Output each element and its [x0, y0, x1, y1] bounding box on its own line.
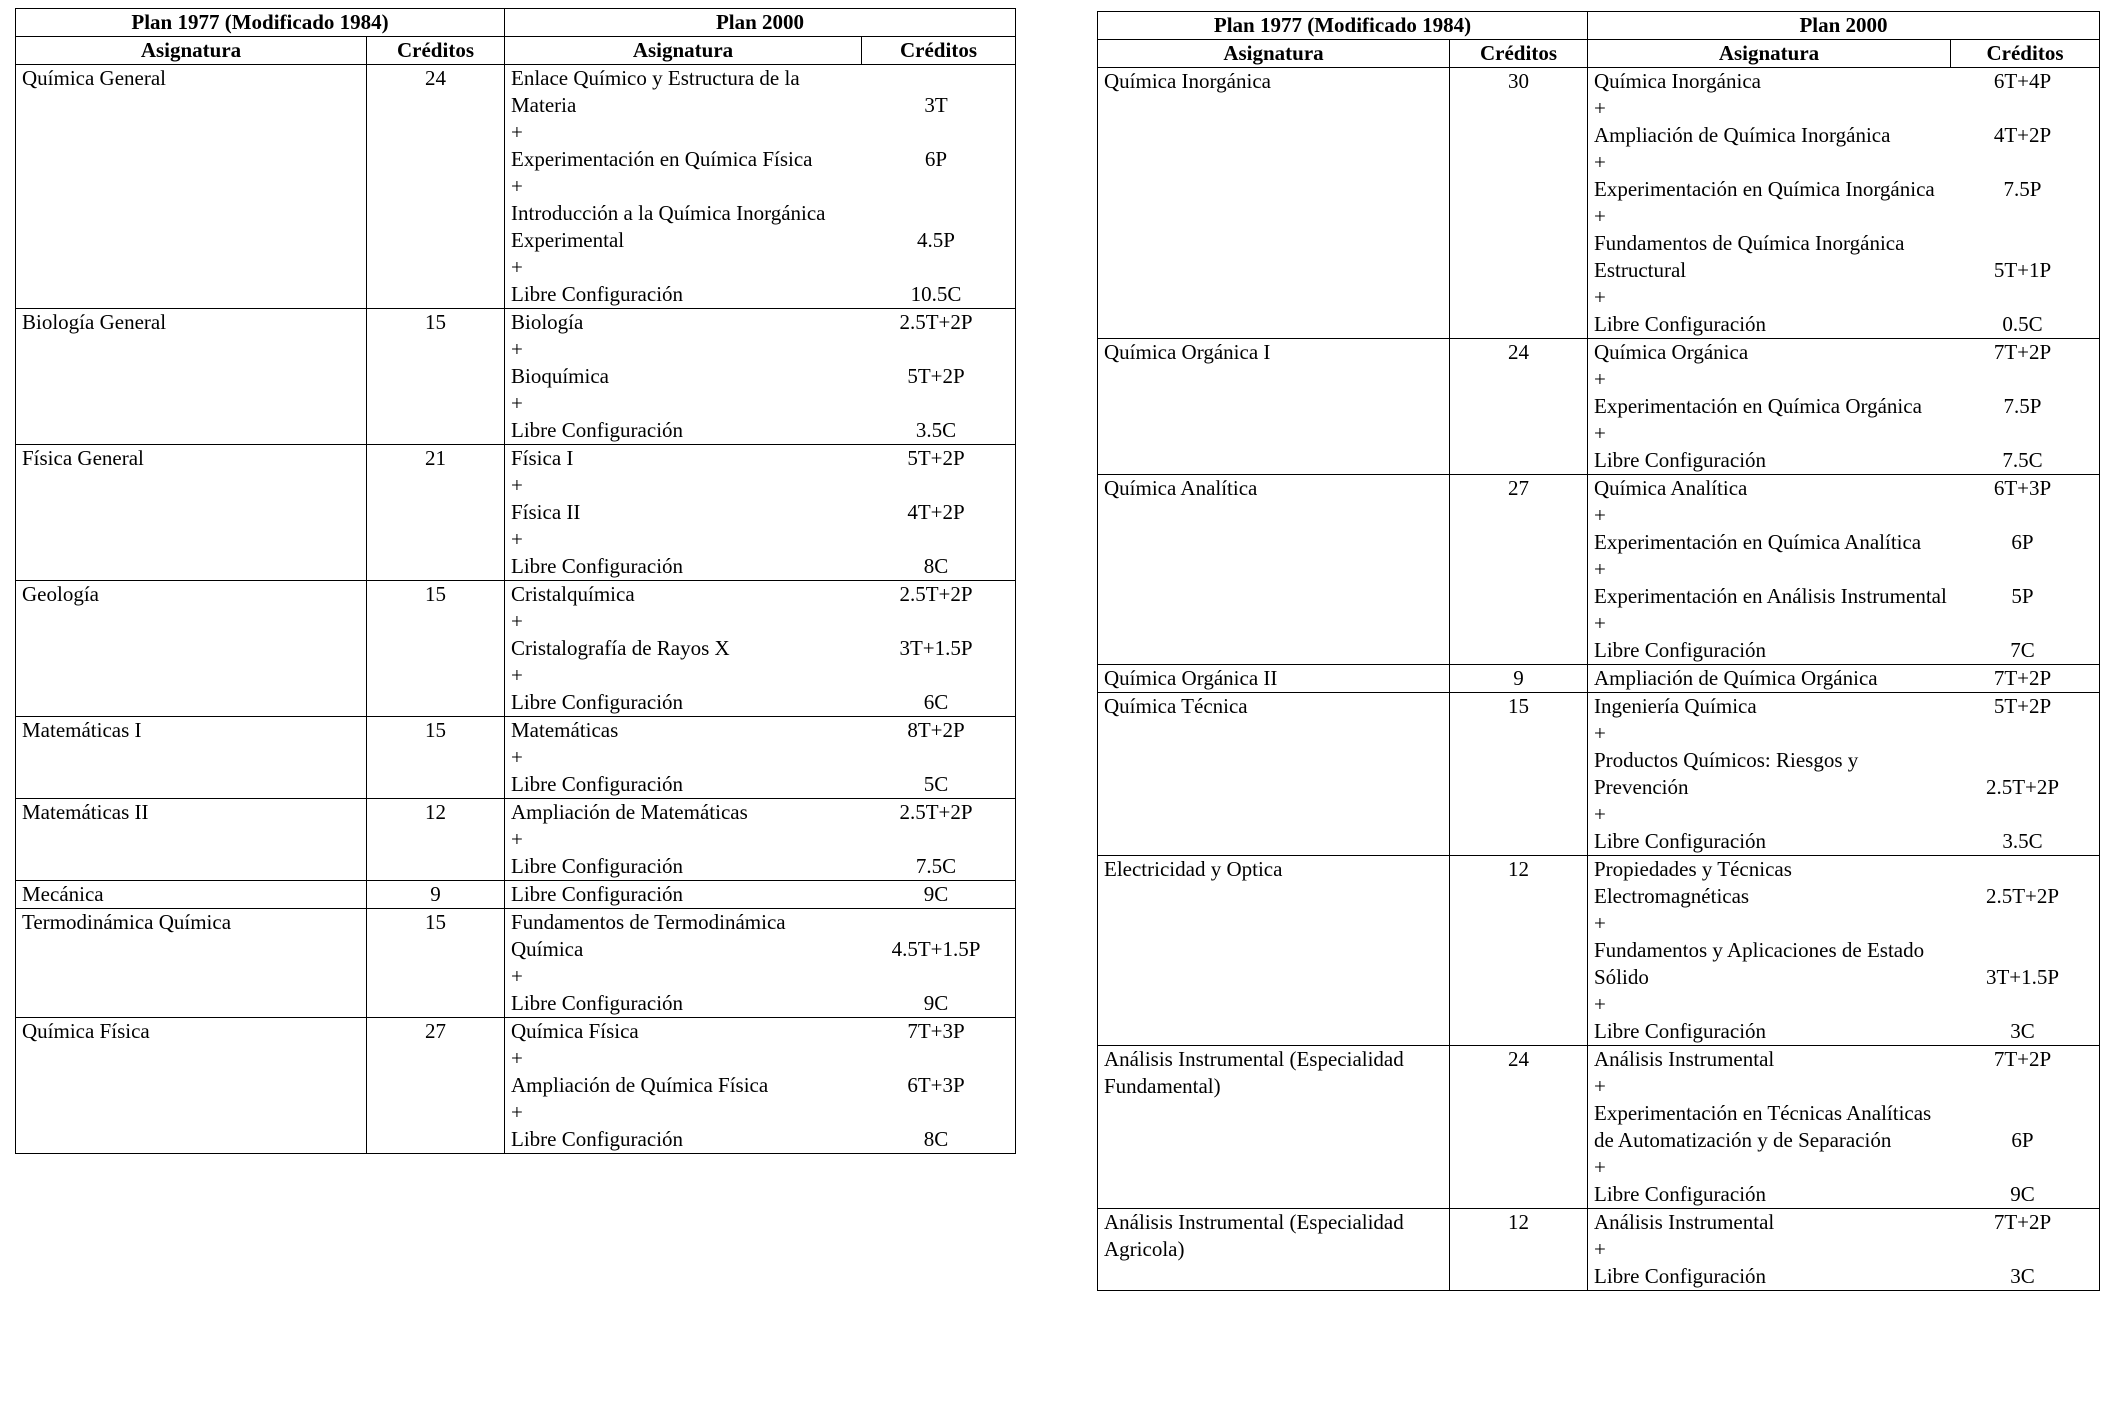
new-credits-header: Créditos	[1951, 40, 2100, 68]
new-plan-subject-line	[505, 689, 1015, 716]
old-subject-cell: Química Orgánica II	[1098, 665, 1450, 693]
equivalence-row	[1098, 665, 2100, 693]
new-credits-text: 8C	[923, 554, 949, 578]
new-credits-text: 3T+1.5P	[899, 636, 973, 660]
new-plan-subject-line	[505, 1072, 1015, 1099]
new-credits-text: 7.5P	[2003, 394, 2042, 418]
old-subject-cell: Química Orgánica I	[1098, 339, 1450, 475]
old-credits-cell: 27	[367, 1018, 505, 1154]
new-credits-text: 5T+2P	[907, 364, 965, 388]
old-plan-header: Plan 1977 (Modificado 1984)	[16, 9, 505, 37]
new-plan-subject-line	[1588, 1018, 2099, 1045]
new-credits-text: 3.5C	[915, 418, 957, 442]
new-credits-text: 5T+2P	[907, 446, 965, 470]
old-credits-cell: 15	[1450, 693, 1588, 856]
new-plan-cell	[505, 309, 1016, 445]
plus-sign: +	[511, 473, 523, 497]
old-credits-cell: 12	[1450, 1209, 1588, 1291]
plus-sign: +	[511, 337, 523, 361]
old-credits-header: Créditos	[367, 37, 505, 65]
old-credits-cell: 9	[367, 881, 505, 909]
new-subject-text: Biología	[511, 310, 584, 334]
new-plan-cell	[505, 1018, 1016, 1154]
new-credits-text: 7.5C	[2002, 448, 2043, 472]
new-subject-text: Libre Configuración	[511, 554, 684, 578]
new-plan-subject-line	[1588, 230, 2099, 284]
plus-sign: +	[1594, 557, 1606, 581]
plus-sign: +	[1594, 992, 1606, 1016]
plus-sign: +	[511, 255, 523, 279]
new-subject-text: Física II	[511, 500, 581, 524]
plus-sign: +	[1594, 911, 1606, 935]
old-subject-cell: Química Analítica	[1098, 475, 1450, 665]
new-credits-text: 4.5T+1.5P	[891, 937, 981, 961]
new-credits-text: 3T+1.5P	[1985, 965, 2060, 989]
old-subject-cell: Física General	[16, 445, 367, 581]
new-subject-text: Productos Químicos: Riesgos y Prevención	[1594, 748, 1859, 799]
new-credits-text: 8C	[923, 1127, 949, 1151]
new-credits-text: 2.5T+2P	[899, 310, 973, 334]
new-plan-cell	[505, 445, 1016, 581]
new-plan-subject-line	[505, 771, 1015, 798]
new-credits-text: 9C	[923, 991, 949, 1015]
new-subject-text: Fundamentos de Química Inorgánica Estructural	[1594, 231, 1905, 282]
plus-sign: +	[511, 120, 523, 144]
plus-sign: +	[511, 527, 523, 551]
equivalence-table-right	[1097, 11, 2100, 1291]
new-credits-text: 10.5C	[910, 282, 962, 306]
new-plan-subject-line	[505, 799, 1015, 826]
new-plan-subject-line	[505, 635, 1015, 662]
new-subject-text: Libre Configuración	[1594, 1182, 1767, 1206]
new-plan-cell	[1588, 1046, 2100, 1209]
new-subject-text: Ampliación de Química Inorgánica	[1594, 123, 1891, 147]
new-subject-text: Propiedades y Técnicas Electromagnéticas	[1594, 857, 1792, 908]
old-subject-cell: Química Inorgánica	[1098, 68, 1450, 339]
new-plan-subject-line	[505, 881, 1015, 908]
old-credits-cell: 15	[367, 581, 505, 717]
plan-header-row	[1098, 12, 2100, 40]
new-subject-header: Asignatura	[505, 37, 862, 65]
new-subject-text: Libre Configuración	[511, 854, 684, 878]
new-credits-text: 2.5T+2P	[899, 582, 973, 606]
new-subject-text: Introducción a la Química Inorgánica Experimental	[511, 201, 826, 252]
old-subject-cell: Mecánica	[16, 881, 367, 909]
plus-sign: +	[1594, 611, 1606, 635]
new-plan-subject-line	[1588, 1209, 2099, 1236]
plus-sign: +	[1594, 367, 1606, 391]
new-plan-subject-line	[1588, 1046, 2099, 1073]
new-plan-subject-line	[1588, 747, 2099, 801]
old-credits-cell: 15	[367, 909, 505, 1018]
old-credits-cell: 15	[367, 717, 505, 799]
new-credits-text: 7T+2P	[1993, 1210, 2052, 1234]
equivalence-row	[1098, 1046, 2100, 1209]
new-credits-text: 2.5T+2P	[1985, 775, 2060, 799]
old-subject-cell: Química General	[16, 65, 367, 309]
new-subject-text: Libre Configuración	[511, 1127, 684, 1151]
old-subject-cell: Biología General	[16, 309, 367, 445]
plus-sign: +	[511, 174, 523, 198]
new-plan-subject-line	[505, 309, 1015, 336]
plus-sign: +	[1594, 503, 1606, 527]
new-plan-subject-line	[505, 65, 1015, 119]
new-credits-text: 5P	[2011, 584, 2034, 608]
equivalence-row	[1098, 1209, 2100, 1291]
new-credits-text: 3.5C	[2002, 829, 2043, 853]
equivalence-row	[16, 909, 1016, 1018]
new-subject-text: Fundamentos de Termodinámica Química	[511, 910, 786, 961]
old-subject-header: Asignatura	[1098, 40, 1450, 68]
new-plan-subject-line	[505, 1018, 1015, 1045]
plus-sign: +	[1594, 721, 1606, 745]
new-plan-subject-line	[505, 146, 1015, 173]
new-plan-subject-line	[505, 990, 1015, 1017]
new-subject-text: Cristalografía de Rayos X	[511, 636, 730, 660]
new-plan-subject-line	[505, 200, 1015, 254]
old-subject-cell: Geología	[16, 581, 367, 717]
old-credits-cell: 12	[1450, 856, 1588, 1046]
new-credits-text: 5T+2P	[1993, 694, 2052, 718]
new-plan-subject-line	[1588, 1100, 2099, 1154]
new-credits-text: 6T+4P	[1993, 69, 2052, 93]
new-subject-text: Libre Configuración	[511, 418, 684, 442]
new-plan-subject-line	[505, 363, 1015, 390]
new-plan-subject-line	[1588, 828, 2099, 855]
new-credits-text: 6P	[2011, 1128, 2034, 1152]
new-plan-subject-line	[1588, 339, 2099, 366]
new-subject-text: Ampliación de Matemáticas	[511, 800, 748, 824]
old-subject-cell: Análisis Instrumental (Especialidad Fundamental)	[1098, 1046, 1450, 1209]
new-plan-cell	[1588, 68, 2100, 339]
right-table-body	[1098, 68, 2100, 1291]
plus-sign: +	[1594, 1155, 1606, 1179]
new-subject-text: Libre Configuración	[511, 690, 684, 714]
new-plan-subject-line	[1588, 856, 2099, 910]
new-subject-text: Química Física	[511, 1019, 639, 1043]
new-credits-text: 9C	[923, 882, 949, 906]
new-plan-subject-line	[1588, 529, 2099, 556]
new-credits-text: 7.5P	[2003, 177, 2042, 201]
new-subject-text: Libre Configuración	[1594, 1264, 1767, 1288]
new-credits-text: 2.5T+2P	[899, 800, 973, 824]
new-plan-cell	[1588, 665, 2100, 693]
new-subject-text: Ingeniería Química	[1594, 694, 1757, 718]
new-subject-text: Análisis Instrumental	[1594, 1047, 1775, 1071]
new-credits-text: 7T+2P	[1993, 1047, 2052, 1071]
new-subject-text: Cristalquímica	[511, 582, 635, 606]
new-subject-text: Experimentación en Análisis Instrumental	[1594, 584, 1947, 608]
new-credits-text: 5C	[923, 772, 949, 796]
new-plan-header: Plan 2000	[1588, 12, 2100, 40]
new-plan-subject-line	[1588, 311, 2099, 338]
new-subject-text: Experimentación en Química Física	[511, 147, 813, 171]
equivalence-table-left	[15, 8, 1016, 1154]
new-subject-text: Libre Configuración	[511, 282, 684, 306]
column-header-row	[16, 37, 1016, 65]
new-credits-text: 4.5P	[917, 228, 955, 252]
old-credits-cell: 24	[1450, 339, 1588, 475]
new-subject-text: Experimentación en Química Inorgánica	[1594, 177, 1935, 201]
new-plan-subject-line	[505, 417, 1015, 444]
new-subject-text: Ampliación de Química Orgánica	[1594, 666, 1878, 690]
new-subject-header: Asignatura	[1588, 40, 1951, 68]
new-plan-cell	[505, 881, 1016, 909]
new-plan-subject-line	[1588, 393, 2099, 420]
new-subject-text: Análisis Instrumental	[1594, 1210, 1775, 1234]
plus-sign: +	[1594, 96, 1606, 120]
equivalence-row	[1098, 693, 2100, 856]
old-subject-cell: Termodinámica Química	[16, 909, 367, 1018]
new-subject-text: Libre Configuración	[511, 882, 684, 906]
plus-sign: +	[1594, 1237, 1606, 1261]
new-credits-text: 6C	[923, 690, 949, 714]
new-subject-text: Libre Configuración	[511, 772, 684, 796]
equivalence-row	[1098, 856, 2100, 1046]
new-plan-subject-line	[505, 1126, 1015, 1153]
new-plan-subject-line	[1588, 176, 2099, 203]
new-plan-subject-line	[505, 553, 1015, 580]
new-plan-subject-line	[505, 445, 1015, 472]
old-credits-cell: 30	[1450, 68, 1588, 339]
plus-sign: +	[511, 1100, 523, 1124]
new-credits-text: 9C	[2010, 1182, 2035, 1206]
new-subject-text: Libre Configuración	[511, 991, 684, 1015]
new-credits-text: 4T+2P	[1993, 123, 2052, 147]
old-credits-header: Créditos	[1450, 40, 1588, 68]
new-subject-text: Bioquímica	[511, 364, 609, 388]
old-credits-cell: 24	[367, 65, 505, 309]
new-plan-cell	[1588, 856, 2100, 1046]
new-subject-text: Química Inorgánica	[1594, 69, 1761, 93]
old-subject-cell: Química Técnica	[1098, 693, 1450, 856]
new-subject-text: Química Analítica	[1594, 476, 1748, 500]
new-credits-text: 3C	[2010, 1019, 2035, 1043]
plus-sign: +	[511, 663, 523, 687]
new-plan-subject-line	[1588, 937, 2099, 991]
new-credits-text: 0.5C	[2002, 312, 2043, 336]
equivalence-row	[1098, 68, 2100, 339]
new-plan-cell	[505, 799, 1016, 881]
new-plan-subject-line	[505, 853, 1015, 880]
old-subject-cell: Electricidad y Optica	[1098, 856, 1450, 1046]
old-subject-cell: Matemáticas I	[16, 717, 367, 799]
new-subject-text: Física I	[511, 446, 574, 470]
old-credits-cell: 21	[367, 445, 505, 581]
new-credits-text: 4T+2P	[907, 500, 965, 524]
new-plan-subject-line	[1588, 1181, 2099, 1208]
equivalence-row	[1098, 339, 2100, 475]
new-plan-subject-line	[505, 717, 1015, 744]
plus-sign: +	[1594, 421, 1606, 445]
new-plan-cell	[505, 909, 1016, 1018]
new-subject-text: Libre Configuración	[1594, 638, 1767, 662]
new-subject-text: Experimentación en Química Orgánica	[1594, 394, 1922, 418]
new-plan-cell	[1588, 339, 2100, 475]
plus-sign: +	[1594, 204, 1606, 228]
new-subject-text: Libre Configuración	[1594, 448, 1767, 472]
old-subject-header: Asignatura	[16, 37, 367, 65]
new-plan-subject-line	[1588, 447, 2099, 474]
new-plan-subject-line	[1588, 122, 2099, 149]
new-plan-subject-line	[505, 581, 1015, 608]
old-subject-cell: Química Física	[16, 1018, 367, 1154]
old-credits-cell: 24	[1450, 1046, 1588, 1209]
new-credits-text: 6P	[924, 147, 948, 171]
plus-sign: +	[511, 391, 523, 415]
new-credits-text: 7C	[2010, 638, 2035, 662]
new-credits-text: 7T+2P	[1993, 666, 2052, 690]
new-plan-subject-line	[505, 909, 1015, 963]
new-credits-text: 6T+3P	[907, 1073, 965, 1097]
equivalence-row	[16, 65, 1016, 309]
new-plan-subject-line	[1588, 1263, 2099, 1290]
new-credits-header: Créditos	[862, 37, 1016, 65]
new-plan-subject-line	[505, 281, 1015, 308]
new-subject-text: Experimentación en Química Analítica	[1594, 530, 1922, 554]
new-credits-text: 6T+3P	[1993, 476, 2052, 500]
plus-sign: +	[1594, 150, 1606, 174]
new-credits-text: 2.5T+2P	[1985, 884, 2060, 908]
new-subject-text: Enlace Químico y Estructura de la Materia	[511, 66, 800, 117]
old-credits-cell: 15	[367, 309, 505, 445]
new-plan-subject-line	[1588, 475, 2099, 502]
equivalence-row	[1098, 475, 2100, 665]
new-plan-subject-line	[1588, 637, 2099, 664]
plus-sign: +	[511, 745, 523, 769]
equivalence-row	[16, 881, 1016, 909]
equivalence-row	[16, 445, 1016, 581]
new-subject-text: Libre Configuración	[1594, 312, 1767, 336]
new-credits-text: 5T+1P	[1993, 258, 2052, 282]
new-plan-subject-line	[505, 499, 1015, 526]
new-credits-text: 7T+2P	[1993, 340, 2052, 364]
equivalence-row	[16, 799, 1016, 881]
plus-sign: +	[1594, 802, 1606, 826]
new-plan-subject-line	[1588, 665, 2099, 692]
new-subject-text: Libre Configuración	[1594, 829, 1767, 853]
equivalence-row	[16, 581, 1016, 717]
old-subject-cell: Matemáticas II	[16, 799, 367, 881]
plus-sign: +	[1594, 285, 1606, 309]
new-plan-cell	[505, 581, 1016, 717]
old-credits-cell: 27	[1450, 475, 1588, 665]
plan-header-row	[16, 9, 1016, 37]
plus-sign: +	[511, 1046, 523, 1070]
new-credits-text: 7T+3P	[907, 1019, 965, 1043]
new-subject-text: Ampliación de Química Física	[511, 1073, 769, 1097]
left-table-body	[16, 65, 1016, 1154]
new-subject-text: Fundamentos y Aplicaciones de Estado Sólido	[1594, 938, 1925, 989]
new-credits-text: 3T	[924, 93, 948, 117]
equivalence-row	[16, 717, 1016, 799]
plus-sign: +	[511, 964, 523, 988]
new-subject-text: Libre Configuración	[1594, 1019, 1767, 1043]
new-plan-cell	[1588, 475, 2100, 665]
new-plan-subject-line	[1588, 583, 2099, 610]
new-credits-text: 6P	[2011, 530, 2034, 554]
new-plan-header: Plan 2000	[505, 9, 1016, 37]
new-credits-text: 8T+2P	[907, 718, 965, 742]
new-plan-subject-line	[1588, 68, 2099, 95]
plus-sign: +	[511, 609, 523, 633]
old-plan-header: Plan 1977 (Modificado 1984)	[1098, 12, 1588, 40]
new-credits-text: 3C	[2010, 1264, 2035, 1288]
new-credits-text: 7.5C	[915, 854, 957, 878]
plus-sign: +	[1594, 1074, 1606, 1098]
old-credits-cell: 9	[1450, 665, 1588, 693]
column-header-row	[1098, 40, 2100, 68]
new-subject-text: Química Orgánica	[1594, 340, 1749, 364]
new-plan-subject-line	[1588, 693, 2099, 720]
equivalence-row	[16, 309, 1016, 445]
new-subject-text: Experimentación en Técnicas Analíticas de Automatización y de Separación	[1594, 1101, 1932, 1152]
new-plan-cell	[1588, 1209, 2100, 1291]
old-subject-cell: Análisis Instrumental (Especialidad Agricola)	[1098, 1209, 1450, 1291]
old-credits-cell: 12	[367, 799, 505, 881]
equivalence-row	[16, 1018, 1016, 1154]
new-plan-cell	[1588, 693, 2100, 856]
new-plan-cell	[505, 717, 1016, 799]
new-plan-cell	[505, 65, 1016, 309]
plus-sign: +	[511, 827, 523, 851]
new-subject-text: Matemáticas	[511, 718, 619, 742]
